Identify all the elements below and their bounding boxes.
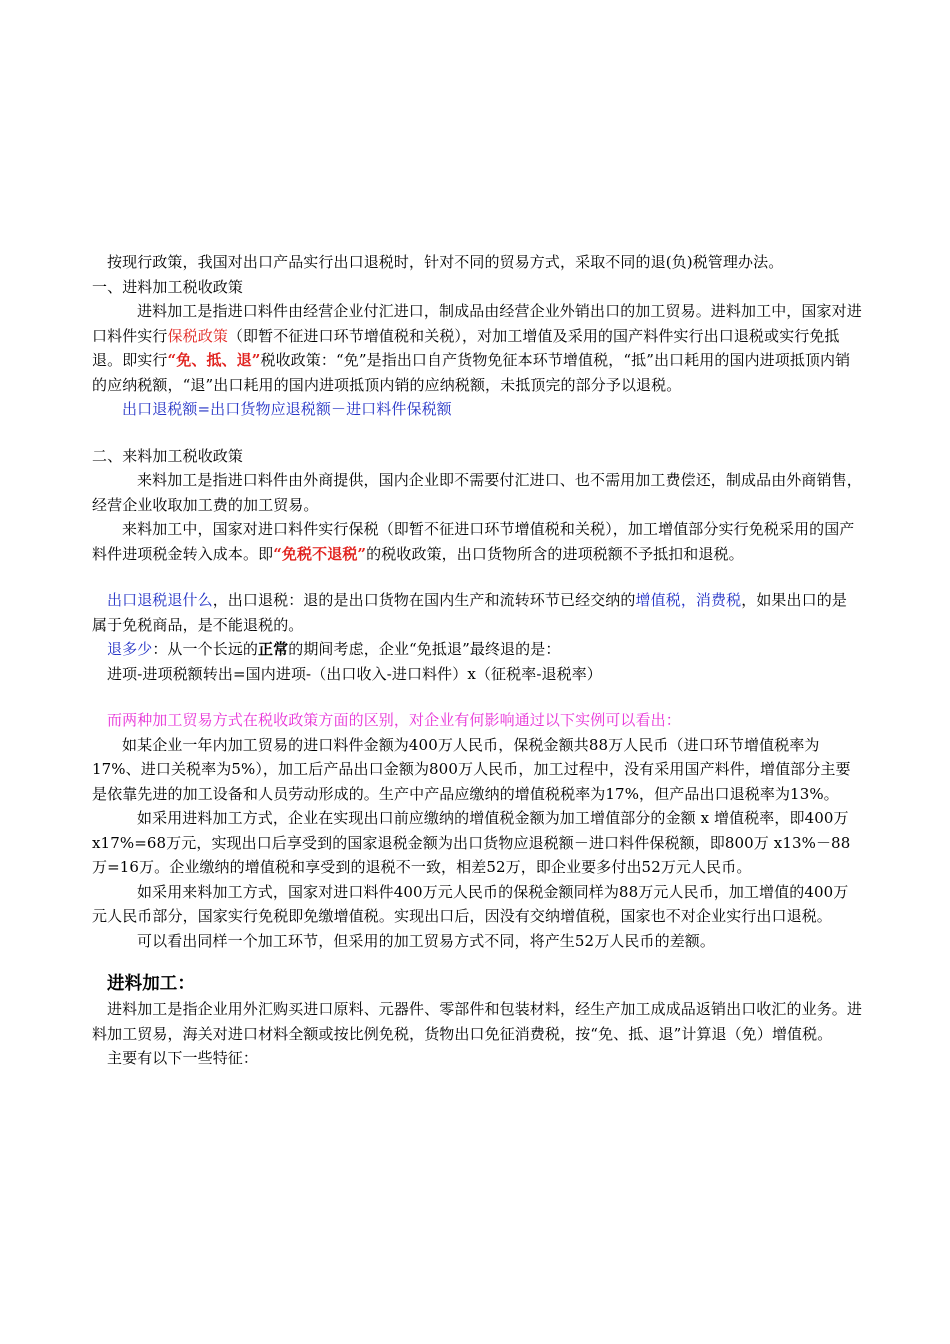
- conclusion-paragraph: 可以看出同样一个加工环节，但采用的加工贸易方式不同，将产生52万人民币的差额。: [137, 931, 715, 950]
- import-processing-definition: 进料加工是指企业用外汇购买进口原料、元器件、零部件和包装材料，经生产加工成成品返销出口收汇的业务。进料加工贸易，海关对进口材料全额或按比例免税，货物出口免征消费税，按“免、抵、退”计算退（免）增值税。: [92, 1000, 863, 1043]
- spacer: [92, 566, 862, 588]
- example-paragraph: 如某企业一年内加工贸易的进口料件金额为400万人民币，保税金额共88万人民币（进口环节增值税率为17%、进口关税率为5%），加工后产品出口金额为800万人民币，加工过程中，没有采用国产料件，增值部分主要是依靠先进的加工设备和人员劳动形成的。生产中产品应缴纳的增值税税率为17%，但产品出口退税率为13%。: [92, 735, 851, 803]
- section-2-paragraph-1: 来料加工是指进口料件由外商提供，国内企业即不需要付汇进口、也不需用加工费偿还，制成品由外商销售，经营企业收取加工费的加工贸易。: [92, 471, 862, 514]
- text: 进料加工是指进口料件由经营企业付汇进口，制成品由经营企业外销出口的加工贸易。进料加工中，国家对进口料件实行: [92, 302, 862, 345]
- section-2-paragraph-2: [92, 517, 862, 566]
- refund-formula: 进项-进项税额转出=国内进项-（出口收入-进口料件）x（征税率-退税率）: [107, 664, 602, 683]
- spacer: [92, 422, 862, 444]
- text: 来料加工中，国家对进口料件实行保税（即暂不征进口环节增值税和关税），加工增值部分实行免税采用的国产料件进项税金转入成本。即: [92, 520, 855, 563]
- vat-consumption-tax-highlight: 增值税，消费税: [635, 591, 742, 609]
- section-1-paragraph: [92, 299, 862, 397]
- import-processing-heading: 进料加工：: [107, 974, 195, 994]
- import-processing-example: 如采用进料加工方式，企业在实现出口前应缴纳的增值税金额为加工增值部分的金额 x 增值税率，即400万 x17%=68万元，实现出口后享受到的国家退税金额为出口货物应退税额－进口料件保税额，即800万 x13%－88万=16万。企业缴纳的增值税和享受到的退税不一致，相差52万，即企业要多付出52万元人民币。: [92, 809, 851, 876]
- refund-how-much-label: 退多少: [107, 640, 153, 658]
- text: ：从一个长远的: [152, 640, 259, 658]
- features-lead: 主要有以下一些特征：: [107, 1049, 259, 1067]
- text: ，出口退税：退的是出口货物在国内生产和流转环节已经交纳的: [212, 591, 636, 609]
- section-1-title: 一、进料加工税收政策: [92, 277, 244, 296]
- refund-what-paragraph: [92, 588, 862, 637]
- spacer: [92, 686, 862, 708]
- comparison-lead: 而两种加工贸易方式在税收政策方面的区别，对企业有何影响通过以下实例可以看出：: [107, 711, 681, 729]
- document-body: [92, 250, 862, 1071]
- refund-how-much-paragraph: [92, 637, 862, 662]
- text: 税收政策：“免”是指出口自产货物免征本环节增值税，“抵”出口耗用的国内进项抵顶内销的应纳税额，“退”出口耗用的国内进项抵顶内销的应纳税额，未抵顶完的部分予以退税。: [92, 351, 851, 394]
- bonded-policy-highlight: 保税政策: [167, 326, 228, 345]
- section-1-formula: 出口退税额=出口货物应退税额－进口料件保税额: [122, 400, 452, 418]
- text: （即暂不征进口环节增值税和关税），对加工增值及采用的国产料件实行出口退税或实行免抵退。即实行: [92, 326, 840, 369]
- tax-exempt-no-refund-highlight: “免税不退税”: [273, 544, 367, 563]
- spacer: [92, 953, 862, 967]
- text: 的税收政策，出口货物所含的进项税额不予抵扣和退税。: [366, 544, 744, 563]
- intro-paragraph: 按现行政策，我国对出口产品实行出口退税时，针对不同的贸易方式，采取不同的退(负)税管理办法。: [107, 253, 784, 271]
- normal-emphasis: 正常: [258, 640, 289, 658]
- section-2-title: 二、来料加工税收政策: [92, 446, 244, 465]
- text: ，如果出口的是属于免税商品，是不能退税的。: [92, 591, 847, 634]
- supplied-processing-example: 如采用来料加工方式，国家对进口料件400万元人民币的保税金额同样为88万元人民币，加工增值的400万元人民币部分，国家实行免税即免缴增值税。实现出口后，因没有交纳增值税，国家也不对企业实行出口退税。: [92, 882, 849, 925]
- refund-what-label: 出口退税退什么: [107, 591, 213, 609]
- exempt-offset-refund-highlight: “免、抵、退”: [167, 351, 261, 369]
- text: 的期间考虑，企业“免抵退”最终退的是：: [288, 640, 561, 658]
